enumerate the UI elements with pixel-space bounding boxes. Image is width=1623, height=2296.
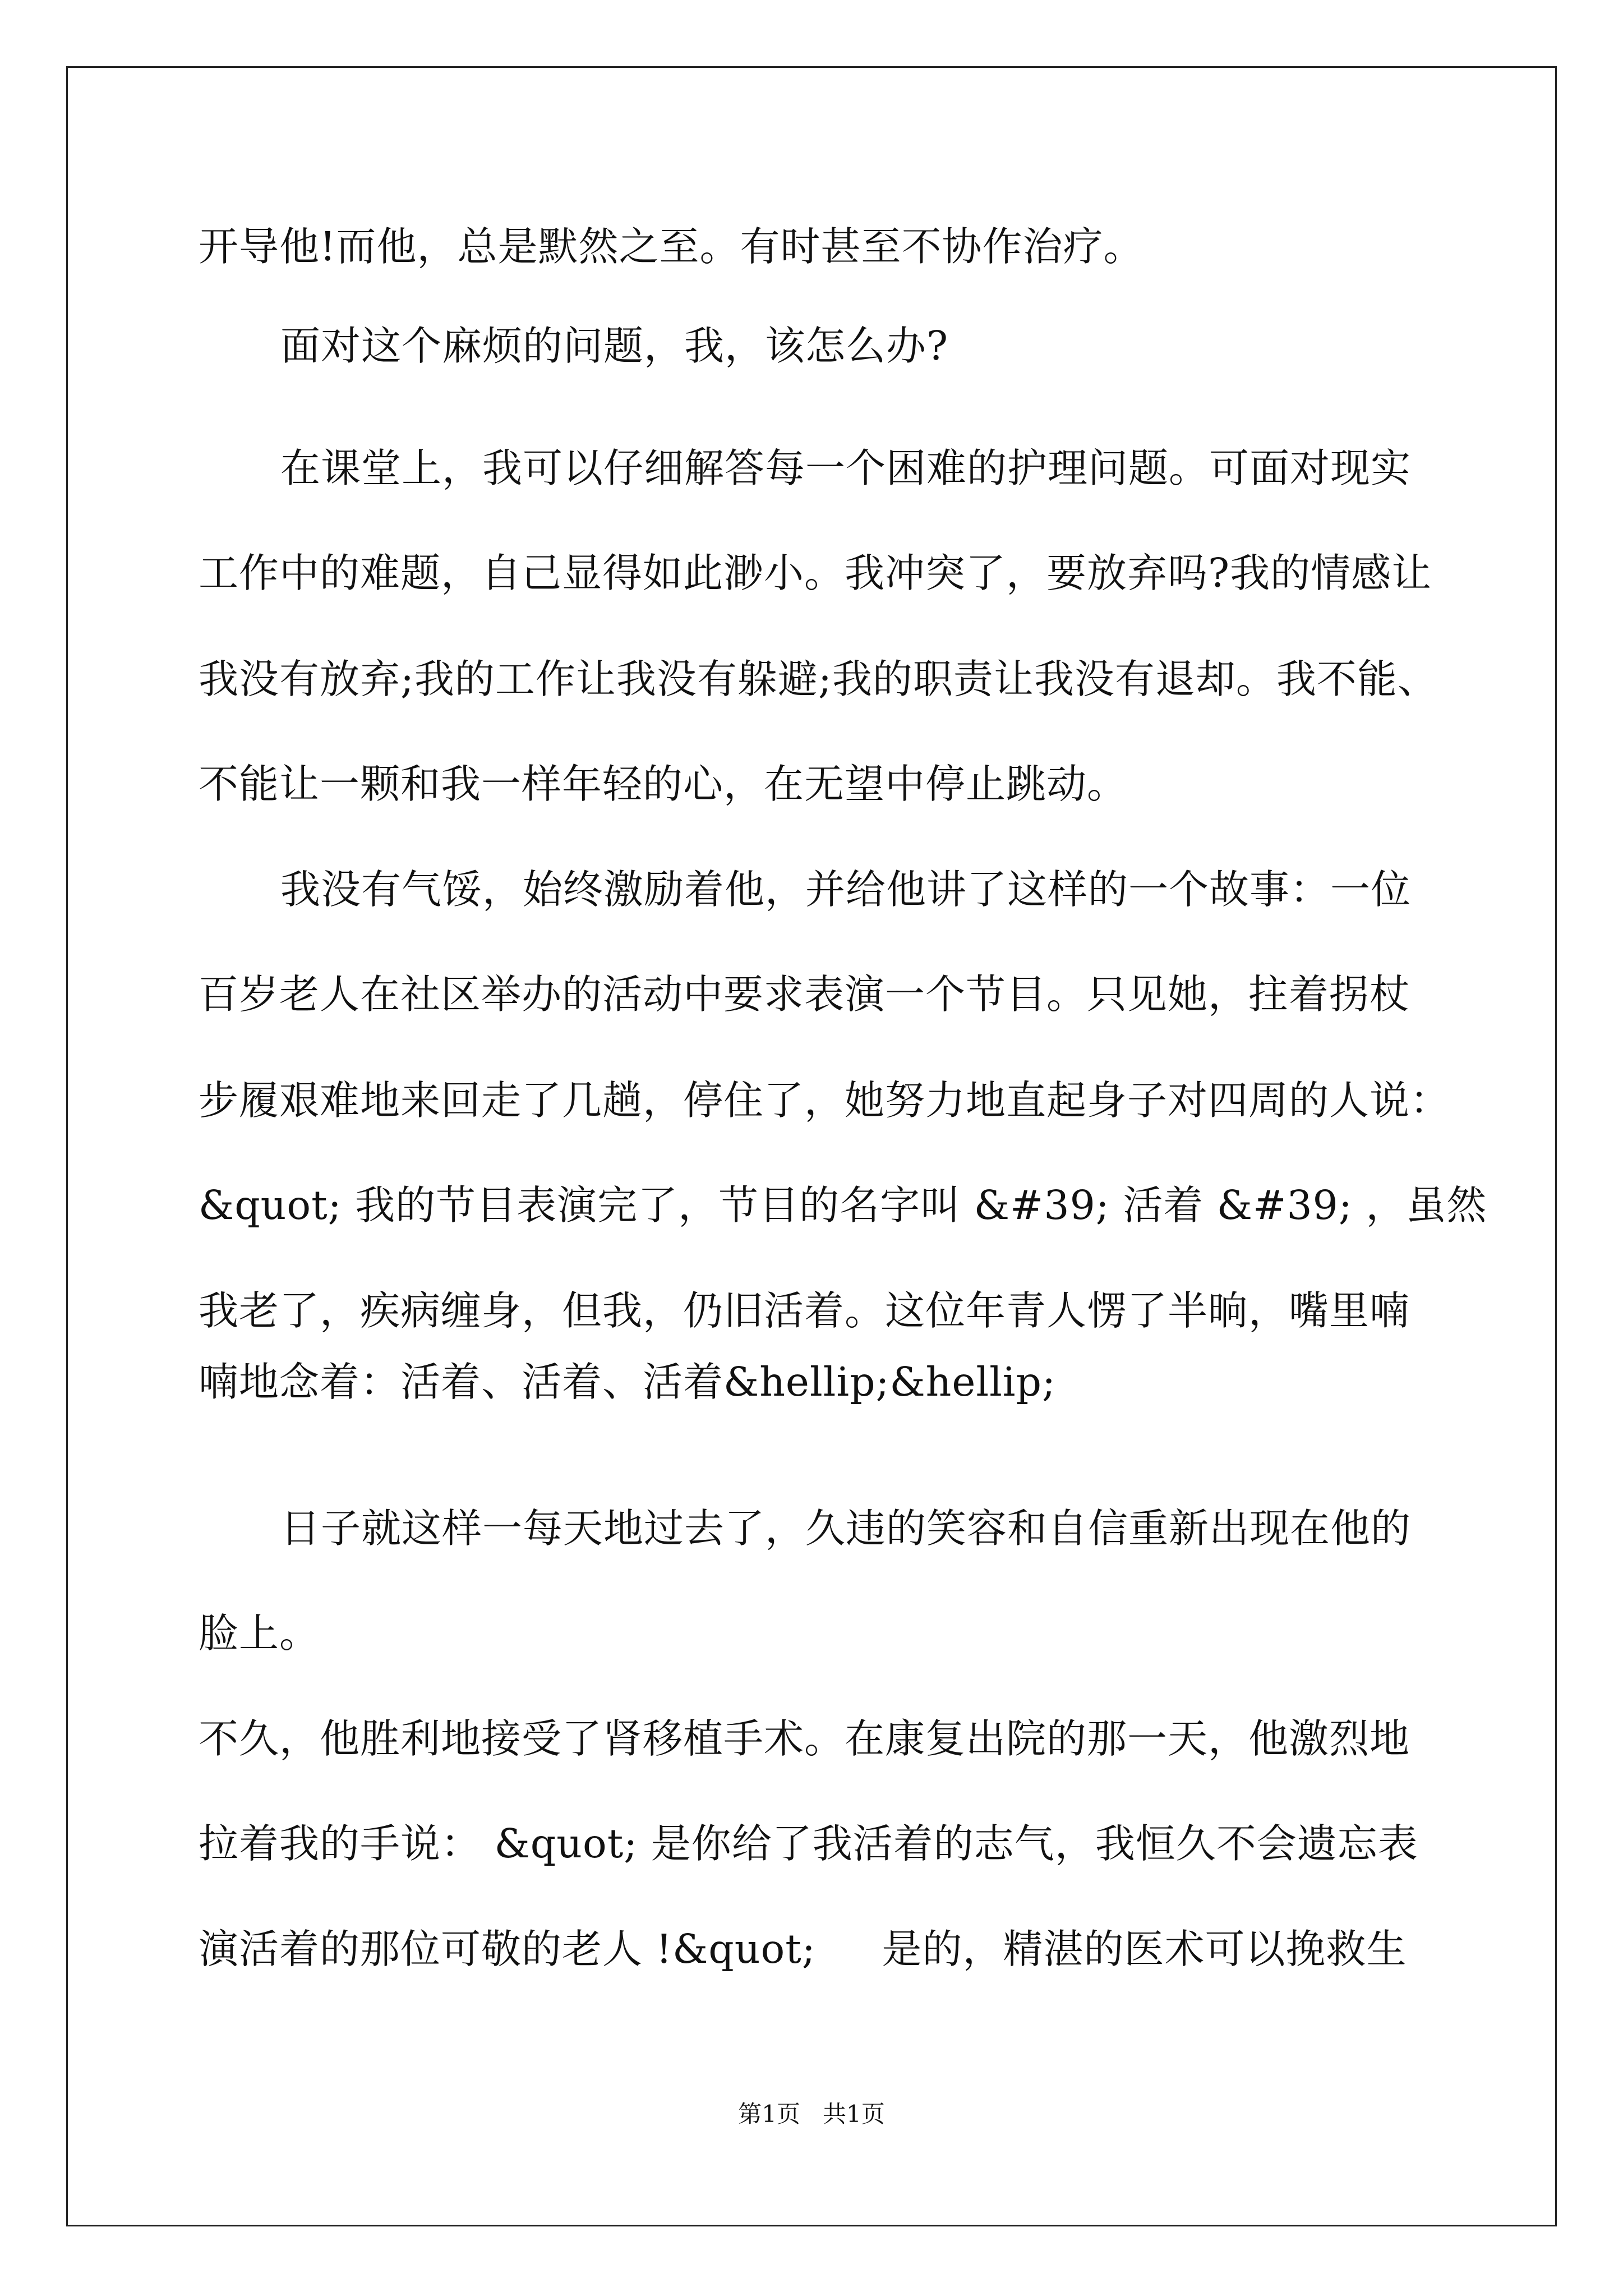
text-line: 我没有气馁，始终激励着他，并给他讲了这样的一个故事：一位 xyxy=(280,866,1412,913)
page-number-footer: 第1页 共1页 xyxy=(738,2100,885,2128)
text-line: 百岁老人在社区举办的活动中要求表演一个节目。只见她，拄着拐杖 xyxy=(199,971,1410,1018)
text-line: 日子就这样一每天地过去了，久违的笑容和自信重新出现在他的 xyxy=(280,1505,1412,1552)
text-line: 拉着我的手说： &quot; 是你给了我活着的志气，我恒久不会遗忘表 xyxy=(199,1820,1418,1867)
text-line: 不能让一颗和我一样年轻的心，在无望中停止跳动。 xyxy=(199,761,1128,807)
page-border xyxy=(66,66,1557,2226)
text-line: 演活着的那位可敬的老人 !&quot; 是的，精湛的医术可以挽救生 xyxy=(199,1926,1407,1972)
text-line: 我没有放弃;我的工作让我没有躲避;我的职责让我没有退却。我不能、 xyxy=(199,656,1438,702)
text-line: 开导他!而他，总是默然之至。有时甚至不协作治疗。 xyxy=(199,223,1144,270)
text-line: 面对这个麻烦的问题，我，该怎么办? xyxy=(280,323,949,369)
text-line: 我老了，疾病缠身，但我，仍旧活着。这位年青人愣了半晌，嘴里喃 xyxy=(199,1287,1410,1334)
text-line: 不久，他胜利地接受了肾移植手术。在康复出院的那一天，他激烈地 xyxy=(199,1715,1410,1762)
text-line: 工作中的难题，自己显得如此渺小。我冲突了，要放弃吗?我的情感让 xyxy=(199,550,1432,596)
text-line: 步履艰难地来回走了几趟，停住了，她努力地直起身子对四周的人说： xyxy=(199,1077,1451,1124)
text-line: 在课堂上，我可以仔细解答每一个困难的护理问题。可面对现实 xyxy=(280,445,1412,491)
text-line: &quot; 我的节目表演完了，节目的名字叫 &#39; 活着 &#39; ，虽然 xyxy=(199,1182,1487,1228)
text-line: 喃地念着：活着、活着、活着&hellip;&hellip; xyxy=(199,1359,1056,1405)
text-line: 脸上。 xyxy=(199,1610,320,1657)
